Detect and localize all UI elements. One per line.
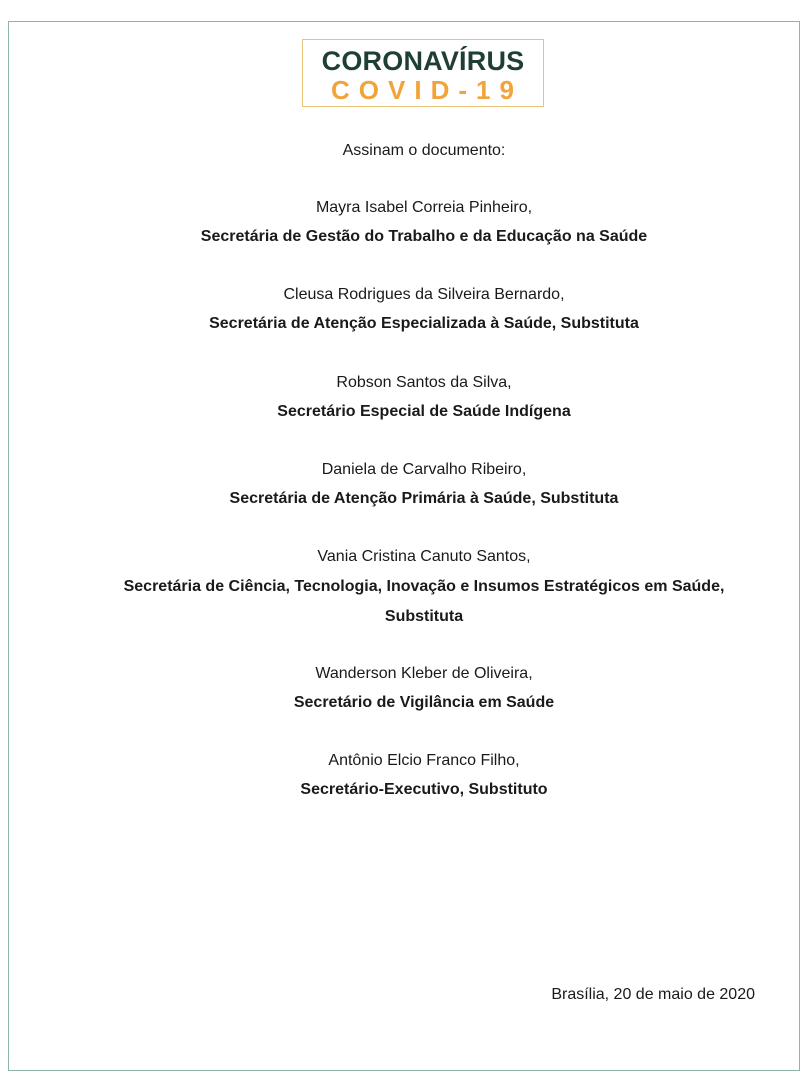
signatory-title: Secretária de Gestão do Trabalho e da Educação na Saúde	[200, 228, 648, 245]
signatory-name: Mayra Isabel Correia Pinheiro,	[315, 199, 533, 216]
logo-title: CORONAVÍRUS	[321, 46, 525, 76]
signatory-title: Substituta	[384, 608, 464, 625]
signatory-name: Cleusa Rodrigues da Silveira Bernardo,	[283, 286, 565, 303]
signatory-name: Daniela de Carvalho Ribeiro,	[321, 461, 527, 478]
signatory-name: Antônio Elcio Franco Filho,	[328, 752, 520, 769]
document-date: Brasília, 20 de maio de 2020	[551, 986, 755, 1003]
signatory-name: Vania Cristina Canuto Santos,	[317, 548, 531, 565]
signatory-title: Secretária de Atenção Especializada à Saúde, Substituta	[209, 315, 639, 332]
signatory-name: Robson Santos da Silva,	[336, 374, 512, 391]
coronavirus-covid19-logo	[302, 39, 544, 107]
logo-subtitle: COVID-19	[331, 75, 523, 105]
signatory-name: Wanderson Kleber de Oliveira,	[315, 665, 533, 682]
signatory-title: Secretária de Ciência, Tecnologia, Inovação e Insumos Estratégicos em Saúde,	[123, 578, 725, 595]
intro-text: Assinam o documento:	[342, 142, 506, 159]
signatory-title: Secretário de Vigilância em Saúde	[293, 694, 555, 711]
signatory-title: Secretário-Executivo, Substituto	[300, 781, 548, 798]
document-page	[8, 21, 800, 1071]
signatory-title: Secretário Especial de Saúde Indígena	[277, 403, 571, 420]
signatory-title: Secretária de Atenção Primária à Saúde, Substituta	[229, 490, 619, 507]
